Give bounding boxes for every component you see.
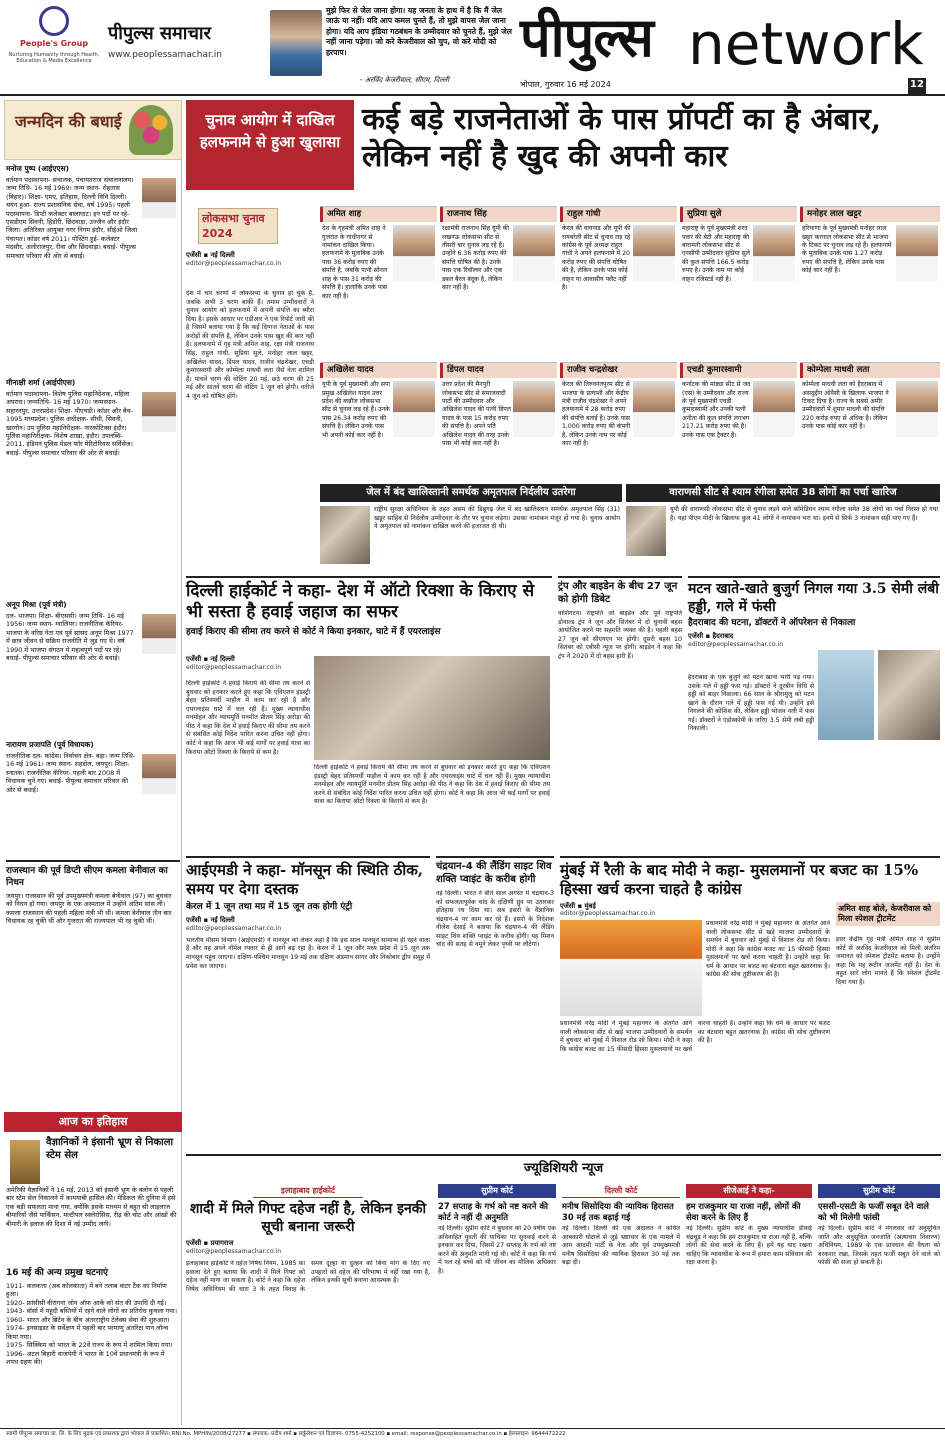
chandrayaan-story bbox=[436, 856, 554, 1120]
modi-body: प्रधानमंत्री नरेंद्र मोदी ने मुंबई महानगर के अंतर्गत आने वाली लोकसभा सीट से खड़े भाजपा उम्मीदवारों के समर्थन में बुधवार को मुंबई में विशाल रोड शो किया। मोदी ने कहा कि कांग्रेस बजट का 15 फीसदी हिस्सा मुसलमानों पर खर्च करना चाहती है। उन्होंने कहा कि धर्म के आधार पर बजट का बंटवारा बहुत खतरनाक है। कांग्रेस की सोच तुष्टीकरण की है। bbox=[560, 1020, 830, 1053]
group-tagline: Nurturing Humanity through Health, Education & Media Excellence bbox=[8, 51, 100, 65]
birthday-header bbox=[4, 100, 182, 160]
candidate-card bbox=[800, 206, 940, 356]
lead-email[interactable]: editor@peoplessamachar.co.in bbox=[186, 259, 282, 267]
candidate-name: अमित शाह bbox=[320, 207, 437, 222]
monsoon-body: भारतीय मौसम विभाग (आईएमडी) ने मानसून को लेकर कहा है कि इस साल मानसून सामान्य ही रहने वाला है और यह अपने नॉर्मल रफ्तार से ही आगे बढ़ रहा है। केरल में 1 जून और मध्य प्रदेश में 15 जून तक मानसून पहुंच जाएगा। दक्षिण-पश्चिम मानसून 19 मई तक दक्षिण अंडमान सागर और निकोबार द्वीप समूह में प्रवेश कर जाएगा। bbox=[186, 936, 430, 970]
events-list bbox=[6, 1268, 180, 1366]
sisodia-story bbox=[562, 1184, 680, 1425]
chandrayaan-headline: चंद्रयान-4 की लैंडिंग साइट शिव शक्ति प्वाइंट के करीब होगी bbox=[436, 861, 552, 885]
masthead-hindi: पीपुल्स bbox=[520, 5, 653, 69]
person-photo bbox=[142, 178, 176, 218]
obituary-text: जयपुर। राजस्थान की पूर्व उपमुख्यमंत्री कमला बेनीवाल (97) का बुधवार को निधन हो गया। जयपुर के एक अस्पताल में उन्होंने अंतिम सांस ली। कमला राजस्थान की पहली महिला मंत्री भी थीं। कमला बेनीवाल तीन बार विधायक रह चुकी थीं और गुजरात की राज्यपाल भी रह चुकी थीं। bbox=[6, 891, 172, 926]
airfare-subhead: हवाई किराए की सीमा तय करने से कोर्ट ने किया इनकार, घाटे में हैं एयरलाइंस bbox=[186, 626, 441, 637]
quote-attribution: - अरविंद केजरीवाल, सीएम, दिल्ली bbox=[360, 76, 450, 84]
airfare-headline: दिल्ली हाईकोर्ट ने कहा- देश में ऑटो रिक्शा के किराए से भी सस्ता है हवाई जहाज का सफर bbox=[186, 581, 535, 623]
amritpal-story bbox=[320, 484, 622, 531]
gift-tag: इलाहाबाद हाईकोर्ट bbox=[253, 1184, 363, 1198]
monsoon-story bbox=[186, 856, 430, 1105]
kejriwal-quote bbox=[270, 6, 510, 90]
modi-rally-photo bbox=[560, 920, 702, 1016]
shyam-rangila-photo bbox=[626, 506, 666, 556]
delhi-court-tag: दिल्ली कोर्ट bbox=[562, 1184, 680, 1198]
mutton-headline: मटन खाते-खाते बुजुर्ग निगल गया 3.5 सेमी लंबी हड्डी, गले में फंसी bbox=[688, 581, 939, 615]
candidate-text: रक्षामंत्री राजनाथ सिंह यूपी की लखनऊ लोकसभा सीट से तीसरी बार चुनाव लड़ रहे हैं। उन्होंने 6.36 करोड़ रुपए की संपत्ति घोषित की है। उनके पास एक रिवॉल्वर और एक डबल बैरल बंदूक है, लेकिन कार नहीं है। bbox=[442, 225, 510, 292]
amritpal-headline: जेल में बंद खालिस्तानी समर्थक अमृतपाल निर्दलीय उतरेगा bbox=[320, 484, 622, 502]
event-item: 1943- वॉर्सा में यहूदी बस्तियों में रहने वाले लोगों का प्रतिरोध कुचला गया। bbox=[6, 1307, 178, 1316]
candidate-text: केरल की तिरुवनंतपुरम सीट से भाजपा के प्रत्याशी और केंद्रीय मंत्री राजीव चंद्रशेखर ने अपने हलफनामे में 28 करोड़ रुपए की संपत्ति बताई है। उनके पास 1,000 करोड़ रुपए की कंपनी है, लेकिन उनके नाम पर कोई कार नहीं है। bbox=[562, 381, 631, 448]
sc-tag-2: सुप्रीम कोर्ट bbox=[818, 1184, 940, 1198]
today-history bbox=[6, 1136, 180, 1164]
monsoon-headline: आईएमडी ने कहा- मॉनसून की स्थिति ठीक, समय पर देगा दस्तक bbox=[186, 861, 423, 898]
scst-text: नई दिल्ली। सुप्रीम कोर्ट ने मंगलवार को अनुसूचित जाति और अनुसूचित जनजाति (अत्याचार निवारण) अधिनियम, 1989 के एक प्रावधान की वैधता को बरकरार रखा, जिसके तहत फर्जी सबूत देने वाले को फांसी की सजा हो सकती है। bbox=[818, 1225, 940, 1267]
candidate-photo bbox=[896, 381, 938, 437]
candidate-text: केरल की वायनाड और यूपी की रायबरेली सीट से चुनाव लड़ रहे कांग्रेस के पूर्व अध्यक्ष राहुल गांधी ने अपने हलफनामे में 20 करोड़ रुपए की संपत्ति घोषित की है, लेकिन उनके पास कोई वाहन या आवासीय फ्लैट नहीं है। bbox=[562, 225, 631, 292]
varanasi-headline: वाराणसी सीट से श्याम रंगीला समेत 38 लोगों का पर्चा खारिज bbox=[626, 484, 940, 502]
events-title: 16 मई की अन्य प्रमुख घटनाएं bbox=[6, 1268, 109, 1278]
mutton-story bbox=[688, 576, 940, 649]
today-history-text: अमेरिकी वैज्ञानिकों ने 16 मई, 2013 को इंसानी भ्रूण के क्लोन से पहली बार स्टेम सेल निकालने में कामयाबी हासिल की। मेडिकल की दुनिया में इसे एक बड़ी सफलता माना गया, क्योंकि इसके माध्यम से बहुत सी लाइलाज बीमारियों जैसे पार्किंसन, मल्टीपल स्क्लेरोसिस, रीढ़ की चोट और आंखों की बीमारी के इलाज की दिशा में नई उम्मीद जगी। bbox=[6, 1186, 177, 1228]
kejriwal-photo bbox=[270, 10, 322, 76]
candidate-name: अखिलेश यादव bbox=[320, 363, 437, 378]
imprint-footer: स्वामी पीपुल्स समाचार प्रा. लि. के लिए मुद्रक एवं प्रकाशक द्वारा भोपाल से प्रकाशित। RNI No. MPHIN/2008/27277 ▪ संपादक: प्रदीप शर्मा ▪ सर्कुलेशन एवं विज्ञापन- 0755-4252100 ▪ email: response@peoplessamachar.co.in ▪ हेल्पलाइन: 9644472222 bbox=[0, 1428, 945, 1445]
elderly-man-photo bbox=[878, 650, 940, 740]
event-item: 1974- इनसाइडर के सर्वेक्षण में पहली बार परमाणु अंतरिक्ष यान लॉन्च किया गया। bbox=[6, 1324, 169, 1341]
today-history-bar: आज का इतिहास bbox=[4, 1112, 182, 1132]
event-item: 1960- भारत और ब्रिटेन के बीच अंतरराष्ट्रीय टेलेक्स सेवा की शुरुआत। bbox=[6, 1315, 170, 1324]
gift-story bbox=[186, 1184, 430, 1410]
page-number: 12 bbox=[908, 78, 926, 94]
candidate-name: मनोहर लाल खट्टर bbox=[800, 207, 940, 222]
candidate-card bbox=[320, 206, 437, 356]
brand-url[interactable]: www.peoplessamachar.in bbox=[108, 49, 222, 60]
lead-byline: एजेंसी ▪ नई दिल्ली bbox=[186, 251, 235, 259]
chandrayaan-body: नई दिल्ली। भारत ने बीते साल अगस्त में चंद्रयान-3 को सफलतापूर्वक चांद के दक्षिणी ध्रुव पर उतारकर इतिहास रच दिया था। अब इसरो के वैज्ञानिक चंद्रयान-4 पर काम कर रहे हैं। इसरो के निदेशक नीलेश देसाई ने बताया कि चंद्रयान-4 की लैंडिंग साइट शिव शक्ति प्वाइंट के करीब होगी। यह मिशन चांद की सतह से नमूने लेकर पृथ्वी पर लौटेगा। bbox=[436, 890, 554, 949]
person-bio: वर्तमान पदस्थापना- संचालक, पंचायतराज संचालनालय। जन्म तिथि- 16 मई 1969। जन्म स्थान- रोहतास (बिहार)। शिक्षा- एमए, इतिहास, दिल्ली विवि दिल्ली। चयन हुआ- राज्य प्रशासनिक सेवा, वर्ष 1995। पहली पदस्थापना- डिप्टी कलेक्टर बालाघाट। इन पदों पर रहे- एसडीएम सिवनी, हिंडोरी, छिंदवाड़ा, उज्जैन और इंदौर जिला। अतिरिक्त आयुक्त नगर निगम इंदौर, सीईओ जिला पंचायत। कॉडर वर्ष 2011। पोस्टिंग हुई- कलेक्टर मंदसौर, अलीराजपुर, रीवा और छिंदवाड़ा। बधाई- पीपुल्स समाचार परिवार की ओर से बधाई। bbox=[6, 175, 138, 260]
candidate-text: यूपी के पूर्व मुख्यमंत्री और सपा प्रमुख अखिलेश यादव उत्तर प्रदेश की कन्नौज लोकसभा सीट से चुनाव लड़ रहे हैं। उनके पास 26.34 करोड़ रुपए की संपत्ति है। लेकिन उनके पास भी अपनी कोई कार नहीं है। bbox=[322, 381, 391, 439]
scst-story bbox=[818, 1184, 940, 1425]
peoples-group-logo bbox=[4, 6, 104, 92]
scst-headline: एससी-एसटी के फर्जी सबूत देने वाले को भी मिलेगी फांसी bbox=[818, 1201, 929, 1222]
lead-banner: चुनाव आयोग में दाखिल हलफनामे से हुआ खुलासा bbox=[186, 100, 354, 190]
person-card bbox=[6, 378, 180, 457]
monsoon-email[interactable]: editor@peoplessamachar.co.in bbox=[186, 924, 282, 932]
mutton-email[interactable]: editor@peoplessamachar.co.in bbox=[688, 641, 784, 649]
person-bio: वर्तमान पदस्थापना- विशेष पुलिस महानिदेशक, महिला अपराध। जन्मतिथि- 16 मई 1970। जन्मस्थान- सहारनपुर, उत्तरप्रदेश। शिक्षा- पीएचडी। कॉडर और बैच- 1995 मध्यप्रदेश। पुलिस अधीक्षक- सीधी, सिवनी, खरगोन। उप पुलिस महानिरीक्षक- नारकोटिक्स इंदौर। पुलिस महानिरीक्षक- विशेष शाखा, इंदौर। उपलब्धि- 2011, इंडियन पुलिस मेडल फॉर मेरिटोरियस सर्विसेज। बधाई- पीपुल्स समाचार परिवार की ओर से बधाई। bbox=[6, 389, 133, 457]
candidate-photo bbox=[633, 225, 675, 281]
obituary bbox=[6, 860, 180, 926]
dateline: भोपाल, गुरुवार 16 मई 2024 bbox=[520, 80, 611, 89]
abortion-story bbox=[438, 1184, 556, 1425]
candidate-photo bbox=[896, 225, 938, 281]
event-item: 1920- फ्रांसीसी वीरांगना जोन ऑफ आर्क को संत की उपाधि दी गई। bbox=[6, 1298, 167, 1307]
bouquet-icon bbox=[129, 105, 173, 155]
gift-headline: शादी में मिले गिफ्ट दहेज नहीं है, लेकिन इनकी सूची बनाना जरूरी bbox=[189, 1201, 427, 1235]
debate-headline: ट्रंप और बाइडेन के बीच 27 जून को होगी डिबेट bbox=[558, 581, 678, 605]
candidate-text: देश के गृहमंत्री अमित शाह ने गुजरात के गांधीनगर से नामांकन दाखिल किया। हलफनामे के मुताबिक उनके पास 36 करोड़ रुपए की संपत्ति है, जबकि पत्नी सोनल शाह के पास 31 करोड़ की संपत्ति है। हालांकि उनके पास कार नहीं है। bbox=[322, 225, 388, 300]
lead-byline-block bbox=[186, 248, 318, 268]
mutton-body: हैदराबाद के एक बुजुर्ग को मटन खाना भारी पड़ गया। उसके गले में हड्डी फंस गई। डॉक्टरों ने दूरबीन विधि से हड्डी को बाहर निकाला। 66 साल के श्रीरामुलु को मटन खाने के दौरान गले में हड्डी फंस गई थी। उन्होंने इसे निगलने की कोशिश की, लेकिन हड्डी भोजन नली में फंस गई। डॉक्टरों ने एंडोस्कोपी के जरिए 3.5 सेमी लंबी हड्डी निकाली। bbox=[688, 674, 814, 733]
person-card bbox=[6, 164, 180, 260]
candidate-name: राहुल गांधी bbox=[560, 207, 677, 222]
sisodia-text: नई दिल्ली। दिल्ली की एक अदालत ने कथित आबकारी घोटाले से जुड़े भ्रष्टाचार के एक मामले में आम आदमी पार्टी के नेता और पूर्व उपमुख्यमंत्री मनीष सिसोदिया की न्यायिक हिरासत 30 मई तक बढ़ा दी। bbox=[562, 1225, 680, 1267]
today-history-headline: वैज्ञानिकों ने इंसानी भ्रूण से निकाला स्टेम सेल bbox=[46, 1137, 174, 1161]
candidate-photo bbox=[513, 225, 555, 281]
shah-side-text: इधर केंद्रीय गृह मंत्री अमित शाह ने सुप्रीम कोर्ट से अरविंद केजरीवाल को मिली अंतरिम जमानत को स्पेशल ट्रीटमेंट बताया है। उन्होंने कहा कि यह रूटीन जजमेंट नहीं है। देश के बहुत सारे लोग मानते हैं कि स्पेशल ट्रीटमेंट दिया गया है। bbox=[836, 936, 940, 986]
cji-headline: हम राजकुमार या राजा नहीं, लोगों की सेवा करने के लिए हैं bbox=[686, 1201, 801, 1222]
person-photo bbox=[142, 754, 176, 794]
abortion-headline: 27 सप्ताह के गर्भ को नष्ट करने की कोर्ट ने नहीं दी अनुमति bbox=[438, 1201, 548, 1222]
birthday-title: जन्मदिन की बधाई bbox=[15, 112, 122, 131]
person-name: नारायण प्रजापति (पूर्व विधायक) bbox=[6, 740, 94, 749]
gift-email[interactable]: editor@peoplessamachar.co.in bbox=[186, 1247, 282, 1255]
varanasi-text: यूपी की वाराणसी लोकसभा सीट से चुनाव लड़ने वाले कॉमेडियन श्याम रंगीला समेत 38 लोगों का पर्चा निरस्त हो गया है। यहां पीएम मोदी के खिलाफ कुल 41 लोगों ने नामांकन भरा था। इनमें से सिर्फ 3 नामांकन सही पाए गए हैं। bbox=[670, 506, 938, 522]
abortion-text: नई दिल्ली। सुप्रीम कोर्ट ने बुधवार को 20 वर्षीय एक अविवाहित युवती की याचिका पर सुनवाई करने से इनकार कर दिया, जिसमें 27 सप्ताह के गर्भ को नष्ट करने की अनुमति मांगी गई थी। कोर्ट ने कहा कि गर्भ में पल रहे बच्चे को भी जीवन का मौलिक अधिकार है। bbox=[438, 1225, 556, 1275]
candidate-name: राजनाथ सिंह bbox=[440, 207, 557, 222]
gift-byline: एजेंसी ▪ प्रयागराज bbox=[186, 1239, 234, 1247]
airfare-byline: एजेंसी ▪ नई दिल्ली bbox=[186, 655, 235, 663]
debate-text: वाशिंगटन। राष्ट्रपति जो बाइडेन और पूर्व राष्ट्रपति डोनाल्ड ट्रंप ने जून और सितंबर में दो चुनावी बहस आयोजित करने पर सहमति व्यक्त की है। पहली बहस 27 जून को सीएनएन पर होगी। दूसरी बहस 10 सितंबर को एबीसी न्यूज पर होगी। बाइडेन ने कहा कि ट्रंप ने 2020 में दो बहस हारी हैं। bbox=[558, 610, 682, 660]
sisodia-headline: मनीष सिसोदिया की न्यायिक हिरासत 30 मई तक बढ़ाई गई bbox=[562, 1201, 674, 1222]
lead-headline: कई बड़े राजनेताओं के पास प्रॉपर्टी का है अंबार, लेकिन नहीं है खुद की अपनी कार bbox=[362, 102, 882, 174]
airfare-body-cont: दिल्ली हाईकोर्ट ने हवाई किराये की सीमा तय करने से बुधवार को इनकार करते हुए कहा कि एविएशन इंडस्ट्री बेहद प्रतिस्पर्धी माहौल में काम कर रही है और एयरलाइंस घाटे में चल रही हैं। मुख्य न्यायाधीश मनमोहन और न्यायमूर्ति मनमीत प्रीतम सिंह अरोड़ा की पीठ ने कहा कि देश में हवाई किराए की सीमा तय करने से संबंधित कोई निर्देश पारित करना उचित नहीं होगा। कोर्ट ने कहा कि आज भी कई मार्गों पर हवाई यात्रा का किराया ऑटो रिक्शा के किराये से कम है। bbox=[314, 764, 550, 806]
person-name: अनूप मिश्रा (पूर्व मंत्री) bbox=[6, 600, 67, 609]
amritpal-text: राष्ट्रीय सुरक्षा अधिनियम के तहत असम की डिब्रूगढ़ जेल में बंद खालिस्तान समर्थक अमृतपाल सिंह (31) खडूर साहिब से निर्दलीय उम्मीदवार के तौर पर चुनाव लड़ेगा। उसका नामांकन मंजूर हो गया है। चुनाव आयोग ने अमृतपाल को नामांकन दाखिल करने की इजाजत दी थी। bbox=[374, 506, 620, 531]
masthead-english: network bbox=[688, 10, 924, 78]
person-bio: दल- भाजपा। शिक्षा- बीएससी। जन्म तिथि- 16 मई 1956। जन्म स्थान- ग्वालियर। राजनीतिक कॅरियर- भाजपा के वरिष्ठ नेता एवं पूर्व सांसद अनूप मिश्रा 1977 में छात्र जीवन से सक्रिय राजनीति में जुड़ गए थे। वर्ष 1990 में भाजपा संगठन में महत्वपूर्ण पदों पर रहे। बधाई- पीपुल्स समाचार परिवार की ओर से बधाई। bbox=[6, 611, 134, 663]
cji-tag: सीजेआई ने कहा- bbox=[686, 1184, 812, 1198]
quote-text: मुझे फिर से जेल जाना होगा। यह जनता के हाथ में है कि मैं जेल जाऊं या नहीं। यदि आप कमल चुनते हैं, तो मुझे वापस जेल जाना होगा। यदि आप इंडिया गठबंधन के उम्मीदवार को चुनते हैं, मुझे जेल नहीं जाना पड़ेगा। जो करे केजरीवाल को चुप, वो करे मोदी को हरपाप। bbox=[326, 6, 512, 57]
candidate-text: हरियाणा के पूर्व मुख्यमंत्री मनोहर लाल खट्टर करनाल लोकसभा सीट से भाजपा के टिकट पर चुनाव लड़ रहे हैं। हलफनामे के मुताबिक उनके पास 1.27 करोड़ रुपए की संपत्ति है, लेकिन उनके पास कोई कार नहीं है। bbox=[802, 225, 892, 275]
candidate-name: कोम्पेला माधवी लता bbox=[800, 363, 940, 378]
obituary-title: राजस्थान की पूर्व डिप्टी सीएम कमला बेनीवाल का निधन bbox=[6, 866, 168, 888]
candidate-text: कर्नाटक की मांड्या सीट से जद (एस) के उम्मीदवार और राज्य के पूर्व मुख्यमंत्री एचडी कुमारस्वामी और उनकी पत्नी अनीता की कुल संपत्ति लगभग 217.21 करोड़ रुपए की है। उनके पास एक ट्रैक्टर है। bbox=[682, 381, 751, 439]
person-name: मीनाक्षी शर्मा (आईपीएस) bbox=[6, 378, 76, 387]
person-bio: राजनीतिक दल- कांग्रेस। निर्वाचन क्षेत्र- बड़ा। जन्म तिथि- 16 मई 1961। जन्म स्थान- शहडोल, जयपुर। शिक्षा- स्नातक। राजनीतिक कॅरियर- पहली बार 2008 में विधायक चुने गए। बधाई- पीपुल्स समाचार परिवार की ओर से बधाई। bbox=[6, 751, 136, 794]
candidate-text: महाराष्ट्र के पूर्व मुख्यमंत्री शरद पवार की बेटी और महाराष्ट्र की बारामती लोकसभा सीट से एनसीपी उम्मीदवार सुप्रिया सुले की कुल संपत्ति 166.5 करोड़ रुपए है। उनके नाम पर कोई वाहन रजिस्टर्ड नहीं है। bbox=[682, 225, 750, 283]
mutton-subhead: हैदराबाद की घटना, डॉक्टरों ने ऑपरेशन से निकाला bbox=[688, 618, 856, 628]
group-name: People's Group bbox=[19, 39, 89, 48]
modi-body-cont: प्रधानमंत्री नरेंद्र मोदी ने मुंबई महानगर के अंतर्गत आने वाली लोकसभा सीट से खड़े भाजपा उम्मीदवारों के समर्थन में बुधवार को मुंबई में विशाल रोड शो किया। मोदी ने कहा कि कांग्रेस बजट का 15 फीसदी हिस्सा मुसलमानों पर खर्च करना चाहती है। उन्होंने कहा कि धर्म के आधार पर बजट का बंटवारा बहुत खतरनाक है। कांग्रेस की सोच तुष्टीकरण की है। bbox=[706, 920, 830, 979]
candidate-card bbox=[680, 206, 797, 356]
event-item: 1975- सिक्किम को भारत के 22वें राज्य के रूप में शामिल किया गया। bbox=[6, 1341, 173, 1350]
person-name: मनोज पुष्प (आईएएस) bbox=[6, 164, 69, 173]
candidate-photo bbox=[633, 381, 675, 437]
candidate-photo bbox=[513, 381, 555, 437]
cji-story bbox=[686, 1184, 812, 1425]
masthead bbox=[520, 2, 930, 94]
sc-tag: सुप्रीम कोर्ट bbox=[438, 1184, 556, 1198]
candidate-photo bbox=[753, 225, 795, 281]
varanasi-story bbox=[626, 484, 940, 522]
airfare-body: दिल्ली हाईकोर्ट ने हवाई किराये की सीमा तय करने से बुधवार को इनकार करते हुए कहा कि एविएशन इंडस्ट्री बेहद प्रतिस्पर्धी माहौल में काम कर रही है और एयरलाइंस घाटे में चल रही हैं। मुख्य न्यायाधीश मनमोहन और न्यायमूर्ति मनमीत प्रीतम सिंह अरोड़ा की पीठ ने कहा कि देश में हवाई किराए की सीमा तय करने से संबंधित कोई निर्देश पारित करना उचित नहीं होगा। कोर्ट ने कहा कि आज भी कई मार्गों पर हवाई यात्रा का किराया ऑटो रिक्शा के किराये से कम है। bbox=[186, 680, 310, 756]
person-photo bbox=[142, 614, 176, 654]
cji-text: नई दिल्ली। सुप्रीम कोर्ट के मुख्य न्यायाधीश डीवाई चंद्रचूड़ ने कहा कि हम राजकुमार या राजा नहीं हैं, बल्कि लोगों की सेवा करने के लिए हैं। हमें यह याद रखना चाहिए कि न्यायाधीश के रूप में हमारा काम संविधान की रक्षा करना है। bbox=[686, 1225, 812, 1267]
delhi-high-court-photo bbox=[314, 656, 550, 760]
airfare-story bbox=[186, 576, 552, 638]
debate-story bbox=[558, 576, 682, 820]
shah-sidebox bbox=[836, 902, 940, 926]
monsoon-byline: एजेंसी ▪ नई दिल्ली bbox=[186, 915, 235, 924]
monsoon-subhead: केरल में 1 जून तथा मप्र में 15 जून तक होगी एंट्री bbox=[186, 901, 353, 912]
election-logo: लोकसभा चुनाव 2024 bbox=[198, 208, 278, 244]
today-history-body bbox=[6, 1186, 180, 1228]
candidate-name: डिंपल यादव bbox=[440, 363, 557, 378]
modi-headline: मुंबई में रैली के बाद मोदी ने कहा- मुसलमानों पर बजट का 15% हिस्सा खर्च करना चाहते है कांग्रेस bbox=[560, 861, 919, 898]
amritpal-photo bbox=[320, 506, 370, 564]
person-card bbox=[6, 740, 180, 794]
candidate-photo bbox=[393, 381, 435, 437]
candidate-photo bbox=[393, 225, 435, 281]
mutton-byline: एजेंसी ▪ हैदराबाद bbox=[688, 632, 734, 641]
event-item: 1911- कलकत्ता (अब कोलकाता) में बने तलाब वाटर टैंक का निर्माण हुआ। bbox=[6, 1281, 167, 1299]
candidate-card bbox=[560, 206, 677, 356]
candidate-name: एचडी कुमारस्वामी bbox=[680, 363, 797, 378]
person-card bbox=[6, 600, 180, 662]
shah-side-headline: अमित शाह बोले, केजरीवाल को मिला स्पेशल ट्रीटमेंट bbox=[838, 904, 932, 923]
sidebar bbox=[4, 100, 182, 1425]
judiciary-title: ज्यूडिशियरी न्यूज bbox=[523, 1161, 604, 1176]
airfare-email[interactable]: editor@peoplessamachar.co.in bbox=[186, 663, 282, 671]
logo-ring-icon bbox=[39, 6, 69, 36]
candidate-photo bbox=[753, 381, 795, 437]
bone-xray-photo bbox=[818, 650, 874, 740]
brand-name: पीपुल्स समाचार bbox=[108, 23, 211, 44]
event-item: 1996- अटल बिहारी वाजपेयी ने भारत के 10वें प्रधानमंत्री के रूप में शपथ ग्रहण की। bbox=[6, 1349, 165, 1366]
page-header bbox=[0, 0, 945, 96]
judiciary-rule bbox=[186, 1154, 941, 1156]
person-photo bbox=[142, 392, 176, 432]
candidate-name: राजीव चन्द्रशेखर bbox=[560, 363, 677, 378]
lead-body: देश में चार चरणों में लोकसभा के चुनाव हो चुके हैं, जबकि अभी 3 चरण बाकी हैं। तमाम उम्मीदवारों ने चुनाव आयोग को हलफनामे में अपनी संपत्ति का ब्यौरा दिया है। इसके आधार पर एडीआर ने एक रिपोर्ट जारी की है जिसमें बताया गया है कि कई दिग्गज नेताओं के पास करोड़ों की संपत्ति है, लेकिन उनके पास खुद की कार नहीं है। हलफनामे में गृह मंत्री अमित शाह, रक्षा मंत्री राजनाथ सिंह, राहुल गांधी, सुप्रिया सुले, मनोहर लाल खट्टर, अखिलेश यादव, डिंपल यादव, राजीव चंद्रशेखर, एचडी कुमारस्वामी और कोम्पेला माधवी लता जैसे नेता शामिल हैं। पांचवें चरण की वोटिंग 20 मई, छठे चरण की 25 मई और सातवें चरण की वोटिंग 1 जून को होगी। नतीजे 4 जून को घोषित होंगे। bbox=[186, 290, 314, 400]
brand bbox=[108, 22, 268, 62]
candidate-name: सुप्रिया सुले bbox=[680, 207, 797, 222]
gift-body: इलाहाबाद हाईकोर्ट ने दहेज निषेध नियम, 1985 का हवाला देते हुए बताया कि शादी में मिले गिफ्ट को दहेज नहीं माना जा सकता है। कोर्ट ने कहा कि दहेज निषेध अधिनियम की धारा 3 के तहत विवाह के समय दूल्हा या दुल्हन को बिना मांग के दिए गए उपहारों को दहेज की परिभाषा में नहीं रखा गया है, लेकिन इनकी सूची बनाना आवश्यक है। bbox=[186, 1260, 430, 1293]
candidate-text: कोम्पेला माधवी लता को हैदराबाद में असदुद्दीन ओवैसी के खिलाफ भाजपा ने टिकट दिया है। राज्य के सबसे अमीर उम्मीदवारों में शुमार माधवी की संपत्ति 220 करोड़ रुपए से अधिक है। लेकिन उनके पास कोई कार नहीं है। bbox=[802, 381, 889, 431]
candidate-text: उत्तर प्रदेश की मैनपुरी लोकसभा सीट से समाजवादी पार्टी की उम्मीदवार और अखिलेश यादव की पत्नी डिंपल यादव के पास 15 करोड़ रुपए की संपत्ति है। अपने पति अखिलेश यादव की तरह उनके पास भी कोई कार नहीं है। bbox=[442, 381, 512, 448]
modi-byline: एजेंसी ▪ मुंबई bbox=[560, 901, 596, 910]
candidate-card bbox=[440, 206, 557, 356]
modi-email[interactable]: editor@peoplessamachar.co.in bbox=[560, 910, 656, 918]
